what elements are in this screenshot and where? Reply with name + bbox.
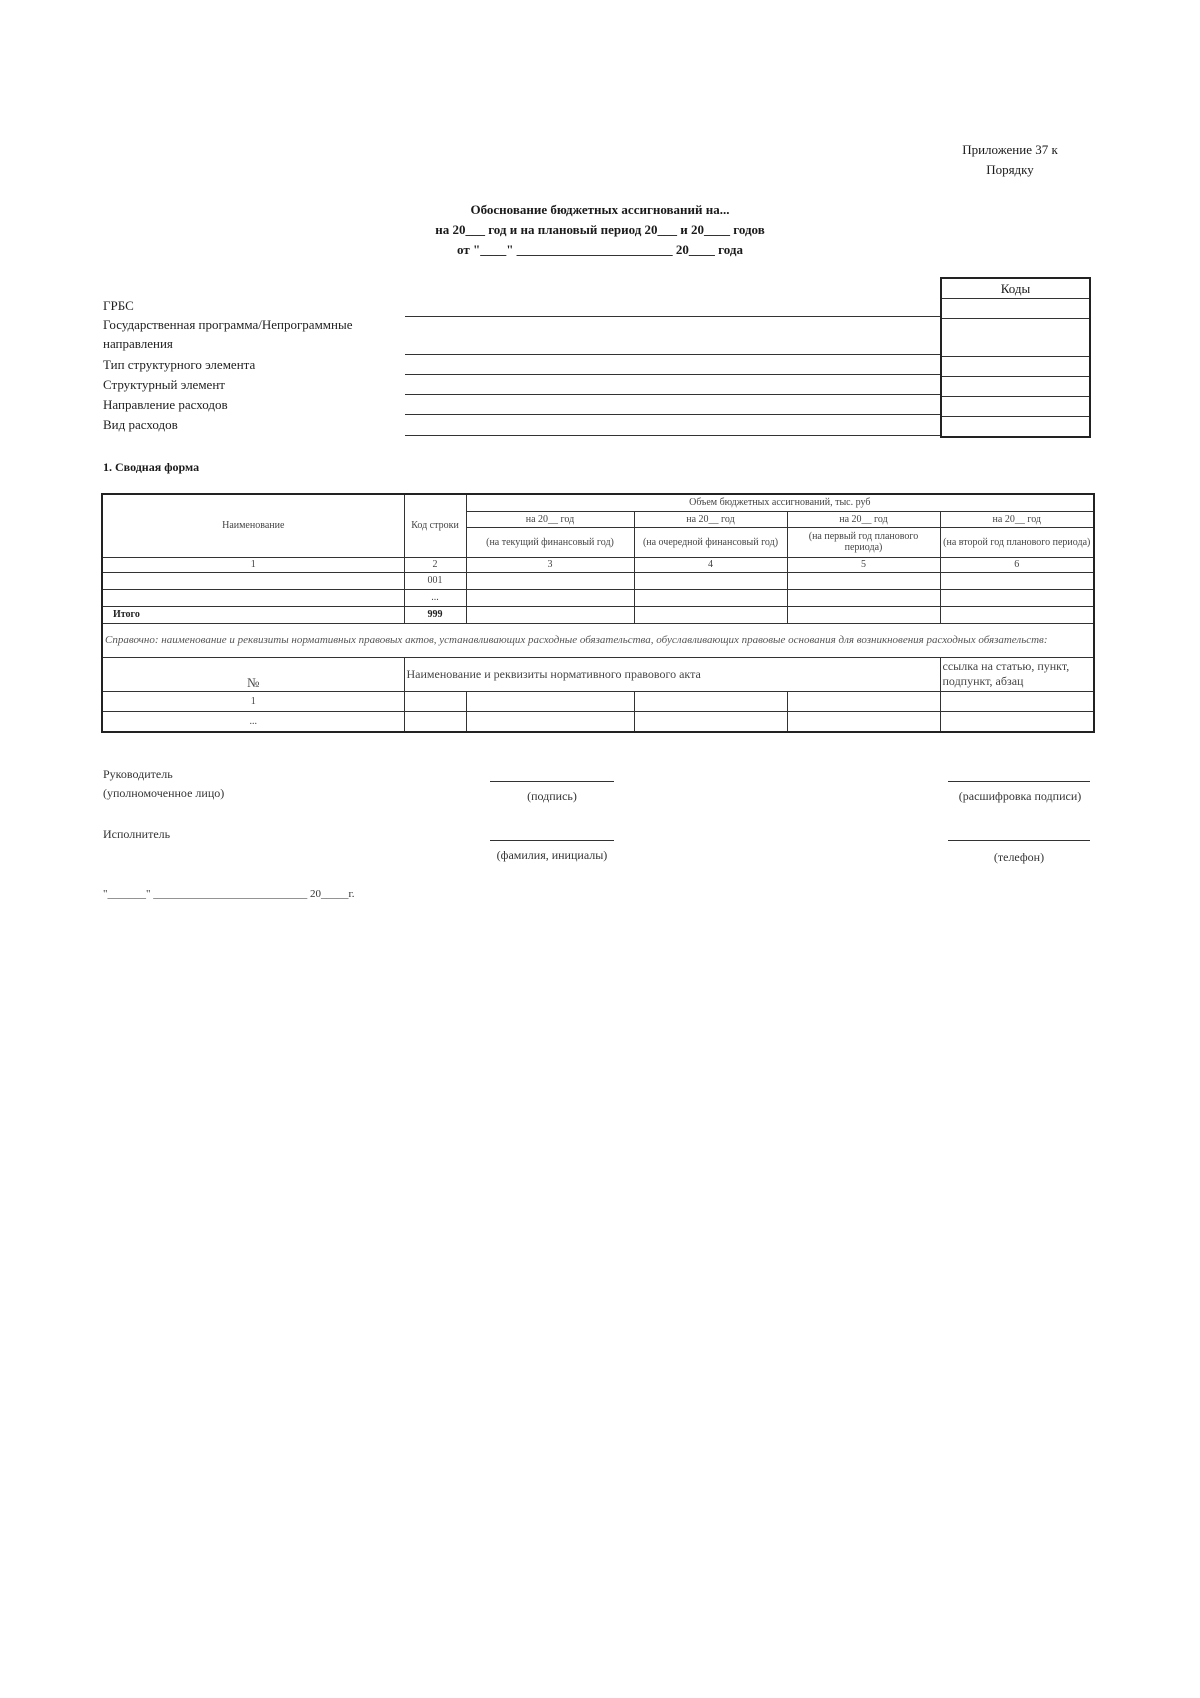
year-header-3: на 20__ год — [787, 511, 940, 527]
head-sub-label: (уполномоченное лицо) — [103, 786, 225, 800]
year-desc-4: (на второй год планового периода) — [940, 527, 1094, 557]
req-line-element[interactable] — [405, 394, 940, 395]
section-title: 1. Сводная форма — [103, 460, 200, 474]
code-cell-program[interactable] — [942, 319, 1089, 357]
ref-row — [102, 711, 1094, 732]
column-number-row — [102, 557, 1094, 572]
date-line: "_______" ____________________________ 20_____г. — [103, 888, 355, 900]
col-header-code: Код строки — [404, 494, 466, 557]
value-cell[interactable] — [466, 572, 634, 589]
reference-note: Справочно: наименование и реквизиты нормативных правовых актов, устанавливающих расходные обязательства, обуславливающих правовые основания для возникновения расходных обязательств: — [102, 623, 1094, 657]
appendix-note — [930, 140, 1090, 180]
col-number: 1 — [102, 557, 404, 572]
executor-label: Исполнитель — [103, 827, 171, 841]
summary-table — [101, 493, 1095, 733]
ref-row — [102, 691, 1094, 711]
ref-cell[interactable] — [404, 711, 466, 732]
row-code-cell: ... — [404, 589, 466, 606]
col-header-name: Наименование — [102, 494, 404, 557]
col-number: 6 — [940, 557, 1094, 572]
ref-cell[interactable] — [466, 691, 634, 711]
col-number: 5 — [787, 557, 940, 572]
ref-cell[interactable] — [787, 711, 940, 732]
req-label-program: Государственная программа/Непрограммные — [103, 317, 353, 332]
table-row — [102, 572, 1094, 589]
table-row — [102, 589, 1094, 606]
codes-header: Коды — [942, 279, 1089, 299]
col-number: 2 — [404, 557, 466, 572]
req-line-program[interactable] — [405, 354, 940, 355]
year-desc-1: (на текущий финансовый год) — [466, 527, 634, 557]
ref-cell[interactable] — [940, 691, 1094, 711]
total-label: Итого — [102, 606, 404, 623]
decode-caption: (расшифровка подписи) — [958, 789, 1082, 803]
appendix-line2: Порядку — [986, 162, 1034, 177]
req-label-program-cont: направления — [103, 336, 173, 351]
year-desc-3: (на первый год планового периода) — [787, 527, 940, 557]
year-header-1: на 20__ год — [466, 511, 634, 527]
req-line-grbs[interactable] — [405, 316, 940, 317]
value-cell[interactable] — [634, 589, 787, 606]
req-line-expense-type[interactable] — [405, 435, 940, 436]
year-header-4: на 20__ год — [940, 511, 1094, 527]
value-cell[interactable] — [634, 572, 787, 589]
total-cell[interactable] — [466, 606, 634, 623]
ref-cell[interactable] — [634, 711, 787, 732]
appendix-line1: Приложение 37 к — [962, 142, 1058, 157]
total-cell[interactable] — [940, 606, 1094, 623]
ref-cell[interactable] — [466, 711, 634, 732]
total-code: 999 — [404, 606, 466, 623]
row-name-cell[interactable] — [102, 589, 404, 606]
ref-col-act: Наименование и реквизиты нормативного правового акта — [404, 657, 940, 691]
group-header: Объем бюджетных ассигнований, тыс. руб — [466, 494, 1094, 511]
total-cell[interactable] — [634, 606, 787, 623]
req-line-direction[interactable] — [405, 414, 940, 415]
ref-row-number: ... — [102, 711, 404, 732]
ref-col-number: № — [102, 657, 404, 691]
ref-cell[interactable] — [404, 691, 466, 711]
req-label-element: Структурный элемент — [103, 377, 225, 392]
ref-col-link: ссылка на статью, пункт, подпункт, абзац — [940, 657, 1094, 691]
signature-caption: (подпись) — [527, 789, 577, 803]
fio-caption: (фамилия, инициалы) — [496, 848, 608, 862]
req-label-expense-type: Вид расходов — [103, 417, 178, 432]
value-cell[interactable] — [787, 572, 940, 589]
head-signature-line[interactable] — [490, 781, 614, 782]
code-cell-direction[interactable] — [942, 397, 1089, 417]
ref-row-number: 1 — [102, 691, 404, 711]
req-label-element-type: Тип структурного элемента — [103, 357, 256, 372]
head-label: Руководитель — [103, 767, 173, 781]
title-line2: на 20___ год и на плановый период 20___ и 20____ годов — [435, 222, 765, 237]
codes-box — [940, 277, 1091, 438]
ref-cell[interactable] — [940, 711, 1094, 732]
title-line3: от "____" ________________________ 20____ года — [457, 242, 743, 257]
value-cell[interactable] — [466, 589, 634, 606]
value-cell[interactable] — [940, 572, 1094, 589]
head-decode-line[interactable] — [948, 781, 1090, 782]
year-header-2: на 20__ год — [634, 511, 787, 527]
document-title — [340, 200, 860, 260]
row-code-cell: 001 — [404, 572, 466, 589]
code-cell-grbs[interactable] — [942, 299, 1089, 319]
req-label-grbs: ГРБС — [103, 298, 134, 313]
row-name-cell[interactable] — [102, 572, 404, 589]
total-row — [102, 606, 1094, 623]
req-line-element-type[interactable] — [405, 374, 940, 375]
col-number: 4 — [634, 557, 787, 572]
executor-phone-line[interactable] — [948, 840, 1090, 841]
title-line1: Обоснование бюджетных ассигнований на... — [470, 202, 730, 217]
year-desc-2: (на очередной финансовый год) — [634, 527, 787, 557]
phone-caption: (телефон) — [993, 850, 1045, 864]
value-cell[interactable] — [940, 589, 1094, 606]
req-label-direction: Направление расходов — [103, 397, 228, 412]
executor-fio-line[interactable] — [490, 840, 614, 841]
total-cell[interactable] — [787, 606, 940, 623]
ref-cell[interactable] — [634, 691, 787, 711]
col-number: 3 — [466, 557, 634, 572]
code-cell-element-type[interactable] — [942, 357, 1089, 377]
value-cell[interactable] — [787, 589, 940, 606]
code-cell-expense-type[interactable] — [942, 417, 1089, 437]
code-cell-element[interactable] — [942, 377, 1089, 397]
ref-cell[interactable] — [787, 691, 940, 711]
